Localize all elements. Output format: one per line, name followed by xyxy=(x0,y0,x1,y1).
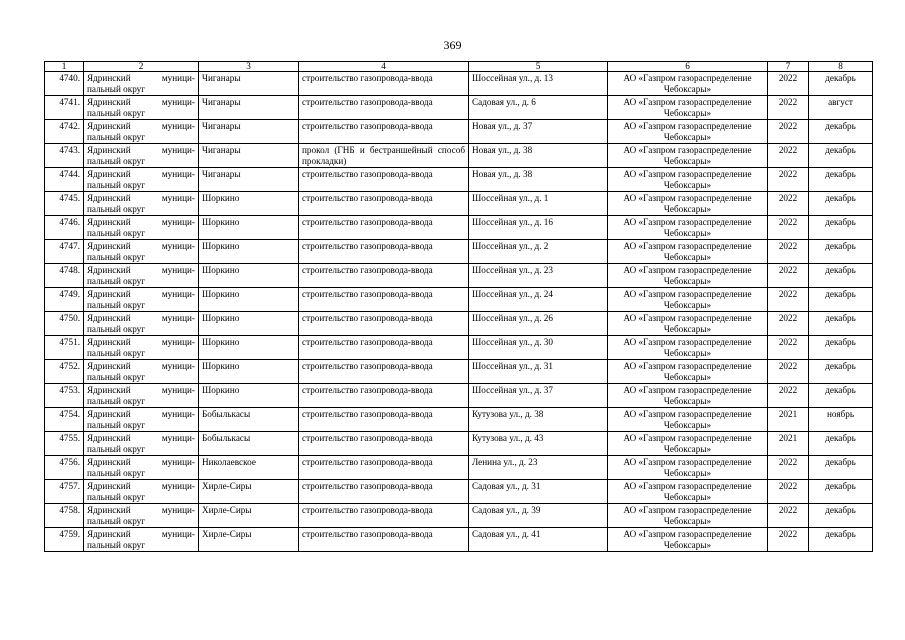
row-number-cell: 4750. xyxy=(45,312,84,336)
table-row xyxy=(45,72,873,96)
page-number: 369 xyxy=(443,38,462,52)
month-cell: декабрь xyxy=(809,264,873,288)
year-cell: 2022 xyxy=(768,456,809,480)
locality-cell: Шоркино xyxy=(199,288,299,312)
address-cell: Садовая ул., д. 6 xyxy=(469,96,608,120)
table-body xyxy=(45,62,873,552)
month-cell: декабрь xyxy=(809,432,873,456)
column-header: 6 xyxy=(608,62,768,72)
table-row xyxy=(45,216,873,240)
work-type-cell: строительство газопровода-ввода xyxy=(299,264,469,288)
organization-line: АО «Газпром газораспределение xyxy=(623,529,752,539)
month-cell: август xyxy=(809,96,873,120)
organization-cell xyxy=(608,264,768,288)
district-word: Ядринский xyxy=(87,289,131,299)
district-word: муници- xyxy=(161,73,195,83)
address-cell: Кутузова ул., д. 38 xyxy=(469,408,608,432)
district-line: пальный округ xyxy=(87,227,146,238)
organization-line: Чебоксары» xyxy=(663,203,712,214)
organization-line: Чебоксары» xyxy=(663,131,712,142)
year-cell: 2022 xyxy=(768,360,809,384)
organization-line: АО «Газпром газораспределение xyxy=(623,457,752,467)
table-row xyxy=(45,168,873,192)
district-word: муници- xyxy=(161,457,195,467)
work-type-cell: строительство газопровода-ввода xyxy=(299,480,469,504)
district-line: пальный округ xyxy=(87,131,146,142)
year-cell: 2022 xyxy=(768,312,809,336)
organization-line: АО «Газпром газораспределение xyxy=(623,361,752,371)
column-header: 1 xyxy=(45,62,84,72)
table-row xyxy=(45,120,873,144)
district-cell xyxy=(84,168,199,192)
organization-line: Чебоксары» xyxy=(663,539,712,550)
locality-cell: Хирле-Сиры xyxy=(199,528,299,552)
column-header: 4 xyxy=(299,62,469,72)
month-cell: декабрь xyxy=(809,528,873,552)
district-line: пальный округ xyxy=(87,443,146,454)
locality-cell: Чиганары xyxy=(199,144,299,168)
year-cell: 2022 xyxy=(768,168,809,192)
row-number-cell: 4744. xyxy=(45,168,84,192)
table-row xyxy=(45,384,873,408)
address-cell: Ленина ул., д. 23 xyxy=(469,456,608,480)
work-type-cell: строительство газопровода-ввода xyxy=(299,216,469,240)
organization-cell xyxy=(608,168,768,192)
organization-cell xyxy=(608,192,768,216)
year-cell: 2022 xyxy=(768,96,809,120)
organization-line: АО «Газпром газораспределение xyxy=(623,337,752,347)
locality-cell: Шоркино xyxy=(199,312,299,336)
year-cell: 2022 xyxy=(768,480,809,504)
district-word: муници- xyxy=(161,97,195,107)
district-word: муници- xyxy=(161,505,195,515)
table-row xyxy=(45,144,873,168)
locality-cell: Шоркино xyxy=(199,216,299,240)
organization-line: Чебоксары» xyxy=(663,83,712,94)
row-number-cell: 4758. xyxy=(45,504,84,528)
district-word: Ядринский xyxy=(87,217,131,227)
row-number-cell: 4749. xyxy=(45,288,84,312)
district-line: пальный округ xyxy=(87,299,146,310)
organization-line: Чебоксары» xyxy=(663,443,712,454)
district-word: Ядринский xyxy=(87,505,131,515)
table-row xyxy=(45,288,873,312)
district-line: пальный округ xyxy=(87,179,146,190)
row-number-cell: 4741. xyxy=(45,96,84,120)
year-cell: 2022 xyxy=(768,72,809,96)
district-line: пальный округ xyxy=(87,539,146,550)
district-cell xyxy=(84,240,199,264)
district-cell xyxy=(84,72,199,96)
work-type-cell: строительство газопровода-ввода xyxy=(299,192,469,216)
address-cell: Шоссейная ул., д. 24 xyxy=(469,288,608,312)
organization-line: АО «Газпром газораспределение xyxy=(623,289,752,299)
locality-cell: Шоркино xyxy=(199,384,299,408)
work-type-cell: строительство газопровода-ввода xyxy=(299,384,469,408)
district-cell xyxy=(84,96,199,120)
organization-line: АО «Газпром газораспределение xyxy=(623,217,752,227)
locality-cell: Шоркино xyxy=(199,192,299,216)
organization-line: АО «Газпром газораспределение xyxy=(623,505,752,515)
organization-line: АО «Газпром газораспределение xyxy=(623,385,752,395)
district-word: Ядринский xyxy=(87,169,131,179)
month-cell: декабрь xyxy=(809,456,873,480)
month-cell: декабрь xyxy=(809,168,873,192)
organization-cell xyxy=(608,384,768,408)
organization-cell xyxy=(608,312,768,336)
gasification-table xyxy=(44,61,873,552)
organization-cell xyxy=(608,456,768,480)
district-word: Ядринский xyxy=(87,385,131,395)
work-type-cell: строительство газопровода-ввода xyxy=(299,336,469,360)
organization-cell xyxy=(608,216,768,240)
column-header: 7 xyxy=(768,62,809,72)
table-row xyxy=(45,480,873,504)
district-line: пальный округ xyxy=(87,467,146,478)
district-word: муници- xyxy=(161,409,195,419)
district-word: муници- xyxy=(161,265,195,275)
district-word: муници- xyxy=(161,481,195,491)
district-word: Ядринский xyxy=(87,145,131,155)
organization-line: Чебоксары» xyxy=(663,419,712,430)
district-word: Ядринский xyxy=(87,409,131,419)
district-word: муници- xyxy=(161,241,195,251)
month-cell: декабрь xyxy=(809,288,873,312)
organization-line: Чебоксары» xyxy=(663,371,712,382)
organization-line: Чебоксары» xyxy=(663,467,712,478)
district-cell xyxy=(84,312,199,336)
address-cell: Шоссейная ул., д. 26 xyxy=(469,312,608,336)
year-cell: 2022 xyxy=(768,336,809,360)
district-word: муници- xyxy=(161,337,195,347)
district-line: пальный округ xyxy=(87,203,146,214)
district-word: Ядринский xyxy=(87,97,131,107)
district-word: Ядринский xyxy=(87,529,131,539)
organization-line: АО «Газпром газораспределение xyxy=(623,73,752,83)
work-type-cell: строительство газопровода-ввода xyxy=(299,72,469,96)
table-row xyxy=(45,408,873,432)
district-cell xyxy=(84,264,199,288)
district-word: муници- xyxy=(161,217,195,227)
work-type-cell: строительство газопровода-ввода xyxy=(299,408,469,432)
row-number-cell: 4759. xyxy=(45,528,84,552)
district-line: пальный округ xyxy=(87,347,146,358)
district-cell xyxy=(84,144,199,168)
table-row xyxy=(45,528,873,552)
organization-line: АО «Газпром газораспределение xyxy=(623,313,752,323)
address-cell: Шоссейная ул., д. 23 xyxy=(469,264,608,288)
district-word: Ядринский xyxy=(87,313,131,323)
table-row xyxy=(45,336,873,360)
year-cell: 2022 xyxy=(768,384,809,408)
locality-cell: Хирле-Сиры xyxy=(199,480,299,504)
district-word: муници- xyxy=(161,529,195,539)
district-word: Ядринский xyxy=(87,241,131,251)
district-word: Ядринский xyxy=(87,193,131,203)
district-line: пальный округ xyxy=(87,515,146,526)
district-word: Ядринский xyxy=(87,457,131,467)
district-word: муници- xyxy=(161,385,195,395)
district-cell xyxy=(84,336,199,360)
organization-cell xyxy=(608,144,768,168)
organization-cell xyxy=(608,528,768,552)
district-line: пальный округ xyxy=(87,275,146,286)
locality-cell: Бобылькасы xyxy=(199,432,299,456)
row-number-cell: 4745. xyxy=(45,192,84,216)
locality-cell: Чиганары xyxy=(199,168,299,192)
table-row xyxy=(45,264,873,288)
organization-line: Чебоксары» xyxy=(663,395,712,406)
table-row xyxy=(45,240,873,264)
month-cell: ноябрь xyxy=(809,408,873,432)
district-word: муници- xyxy=(161,121,195,131)
work-type-cell: строительство газопровода-ввода xyxy=(299,96,469,120)
organization-cell xyxy=(608,432,768,456)
organization-line: Чебоксары» xyxy=(663,299,712,310)
organization-line: АО «Газпром газораспределение xyxy=(623,433,752,443)
address-cell: Садовая ул., д. 41 xyxy=(469,528,608,552)
district-line: пальный округ xyxy=(87,491,146,502)
table-row xyxy=(45,192,873,216)
work-type-cell: строительство газопровода-ввода xyxy=(299,360,469,384)
row-number-cell: 4742. xyxy=(45,120,84,144)
district-word: Ядринский xyxy=(87,433,131,443)
locality-cell: Чиганары xyxy=(199,96,299,120)
district-word: муници- xyxy=(161,433,195,443)
table-row xyxy=(45,96,873,120)
table-row xyxy=(45,504,873,528)
organization-cell xyxy=(608,72,768,96)
month-cell: декабрь xyxy=(809,120,873,144)
row-number-cell: 4753. xyxy=(45,384,84,408)
address-cell: Садовая ул., д. 31 xyxy=(469,480,608,504)
year-cell: 2022 xyxy=(768,120,809,144)
year-cell: 2021 xyxy=(768,432,809,456)
organization-line: АО «Газпром газораспределение xyxy=(623,481,752,491)
work-type-cell: строительство газопровода-ввода xyxy=(299,240,469,264)
organization-line: Чебоксары» xyxy=(663,251,712,262)
address-cell: Новая ул., д. 38 xyxy=(469,144,608,168)
district-cell xyxy=(84,360,199,384)
district-line: пальный округ xyxy=(87,107,146,118)
year-cell: 2022 xyxy=(768,144,809,168)
row-number-cell: 4751. xyxy=(45,336,84,360)
organization-cell xyxy=(608,288,768,312)
locality-cell: Чиганары xyxy=(199,72,299,96)
row-number-cell: 4755. xyxy=(45,432,84,456)
district-word: Ядринский xyxy=(87,265,131,275)
work-type-cell: строительство газопровода-ввода xyxy=(299,288,469,312)
organization-cell xyxy=(608,480,768,504)
year-cell: 2022 xyxy=(768,264,809,288)
month-cell: декабрь xyxy=(809,240,873,264)
organization-line: Чебоксары» xyxy=(663,515,712,526)
district-line: пальный округ xyxy=(87,371,146,382)
district-line: пальный округ xyxy=(87,251,146,262)
month-cell: декабрь xyxy=(809,144,873,168)
row-number-cell: 4752. xyxy=(45,360,84,384)
locality-cell: Шоркино xyxy=(199,264,299,288)
address-cell: Садовая ул., д. 39 xyxy=(469,504,608,528)
column-number-row xyxy=(45,62,873,72)
work-type-cell: строительство газопровода-ввода xyxy=(299,432,469,456)
table-row xyxy=(45,456,873,480)
row-number-cell: 4748. xyxy=(45,264,84,288)
month-cell: декабрь xyxy=(809,192,873,216)
locality-cell: Шоркино xyxy=(199,360,299,384)
district-line: пальный округ xyxy=(87,155,146,166)
work-type-cell: строительство газопровода-ввода xyxy=(299,312,469,336)
column-header: 3 xyxy=(199,62,299,72)
year-cell: 2022 xyxy=(768,504,809,528)
district-line: пальный округ xyxy=(87,83,146,94)
district-cell xyxy=(84,456,199,480)
district-word: муници- xyxy=(161,313,195,323)
organization-cell xyxy=(608,96,768,120)
row-number-cell: 4746. xyxy=(45,216,84,240)
address-cell: Шоссейная ул., д. 2 xyxy=(469,240,608,264)
district-word: муници- xyxy=(161,193,195,203)
address-cell: Шоссейная ул., д. 37 xyxy=(469,384,608,408)
row-number-cell: 4754. xyxy=(45,408,84,432)
district-line: пальный округ xyxy=(87,323,146,334)
column-header: 5 xyxy=(469,62,608,72)
organization-line: АО «Газпром газораспределение xyxy=(623,241,752,251)
district-line: пальный округ xyxy=(87,395,146,406)
organization-cell xyxy=(608,360,768,384)
year-cell: 2022 xyxy=(768,528,809,552)
organization-cell xyxy=(608,240,768,264)
organization-line: Чебоксары» xyxy=(663,491,712,502)
district-word: муници- xyxy=(161,145,195,155)
district-cell xyxy=(84,288,199,312)
locality-cell: Шоркино xyxy=(199,240,299,264)
month-cell: декабрь xyxy=(809,336,873,360)
year-cell: 2022 xyxy=(768,216,809,240)
month-cell: декабрь xyxy=(809,384,873,408)
address-cell: Шоссейная ул., д. 13 xyxy=(469,72,608,96)
locality-cell: Николаевское xyxy=(199,456,299,480)
table-row xyxy=(45,360,873,384)
organization-line: Чебоксары» xyxy=(663,323,712,334)
organization-line: АО «Газпром газораспределение xyxy=(623,193,752,203)
row-number-cell: 4740. xyxy=(45,72,84,96)
organization-line: Чебоксары» xyxy=(663,179,712,190)
organization-line: АО «Газпром газораспределение xyxy=(623,145,752,155)
district-line: пальный округ xyxy=(87,419,146,430)
address-cell: Новая ул., д. 37 xyxy=(469,120,608,144)
work-type-cell: строительство газопровода-ввода xyxy=(299,168,469,192)
row-number-cell: 4747. xyxy=(45,240,84,264)
row-number-cell: 4756. xyxy=(45,456,84,480)
address-cell: Шоссейная ул., д. 30 xyxy=(469,336,608,360)
work-type-cell: прокол (ГНБ и бестраншейный способ прокладки) xyxy=(299,144,469,168)
organization-line: АО «Газпром газораспределение xyxy=(623,121,752,131)
month-cell: декабрь xyxy=(809,312,873,336)
work-type-cell: строительство газопровода-ввода xyxy=(299,120,469,144)
organization-line: АО «Газпром газораспределение xyxy=(623,97,752,107)
organization-line: Чебоксары» xyxy=(663,227,712,238)
column-header: 8 xyxy=(809,62,873,72)
month-cell: декабрь xyxy=(809,504,873,528)
district-word: Ядринский xyxy=(87,337,131,347)
month-cell: декабрь xyxy=(809,360,873,384)
table-row xyxy=(45,312,873,336)
district-cell xyxy=(84,216,199,240)
district-cell xyxy=(84,528,199,552)
organization-cell xyxy=(608,408,768,432)
organization-cell xyxy=(608,504,768,528)
address-cell: Шоссейная ул., д. 31 xyxy=(469,360,608,384)
district-cell xyxy=(84,408,199,432)
organization-line: Чебоксары» xyxy=(663,155,712,166)
district-cell xyxy=(84,192,199,216)
district-cell xyxy=(84,480,199,504)
address-cell: Новая ул., д. 38 xyxy=(469,168,608,192)
work-type-cell: строительство газопровода-ввода xyxy=(299,528,469,552)
month-cell: декабрь xyxy=(809,216,873,240)
organization-line: АО «Газпром газораспределение xyxy=(623,265,752,275)
year-cell: 2022 xyxy=(768,192,809,216)
address-cell: Шоссейная ул., д. 16 xyxy=(469,216,608,240)
district-word: муници- xyxy=(161,289,195,299)
district-cell xyxy=(84,432,199,456)
district-word: Ядринский xyxy=(87,73,131,83)
year-cell: 2022 xyxy=(768,240,809,264)
district-word: муници- xyxy=(161,361,195,371)
organization-line: АО «Газпром газораспределение xyxy=(623,409,752,419)
row-number-cell: 4757. xyxy=(45,480,84,504)
address-cell: Кутузова ул., д. 43 xyxy=(469,432,608,456)
year-cell: 2021 xyxy=(768,408,809,432)
month-cell: декабрь xyxy=(809,480,873,504)
locality-cell: Чиганары xyxy=(199,120,299,144)
locality-cell: Шоркино xyxy=(199,336,299,360)
row-number-cell: 4743. xyxy=(45,144,84,168)
work-type-cell: строительство газопровода-ввода xyxy=(299,504,469,528)
district-word: Ядринский xyxy=(87,121,131,131)
organization-line: Чебоксары» xyxy=(663,275,712,286)
organization-cell xyxy=(608,120,768,144)
locality-cell: Хирле-Сиры xyxy=(199,504,299,528)
address-cell: Шоссейная ул., д. 1 xyxy=(469,192,608,216)
district-word: Ядринский xyxy=(87,481,131,491)
district-cell xyxy=(84,384,199,408)
organization-cell xyxy=(608,336,768,360)
organization-line: АО «Газпром газораспределение xyxy=(623,169,752,179)
district-cell xyxy=(84,504,199,528)
organization-line: Чебоксары» xyxy=(663,107,712,118)
district-word: муници- xyxy=(161,169,195,179)
locality-cell: Бобылькасы xyxy=(199,408,299,432)
year-cell: 2022 xyxy=(768,288,809,312)
district-cell xyxy=(84,120,199,144)
district-word: Ядринский xyxy=(87,361,131,371)
column-header: 2 xyxy=(84,62,199,72)
table-row xyxy=(45,432,873,456)
organization-line: Чебоксары» xyxy=(663,347,712,358)
month-cell: декабрь xyxy=(809,72,873,96)
work-type-cell: строительство газопровода-ввода xyxy=(299,456,469,480)
